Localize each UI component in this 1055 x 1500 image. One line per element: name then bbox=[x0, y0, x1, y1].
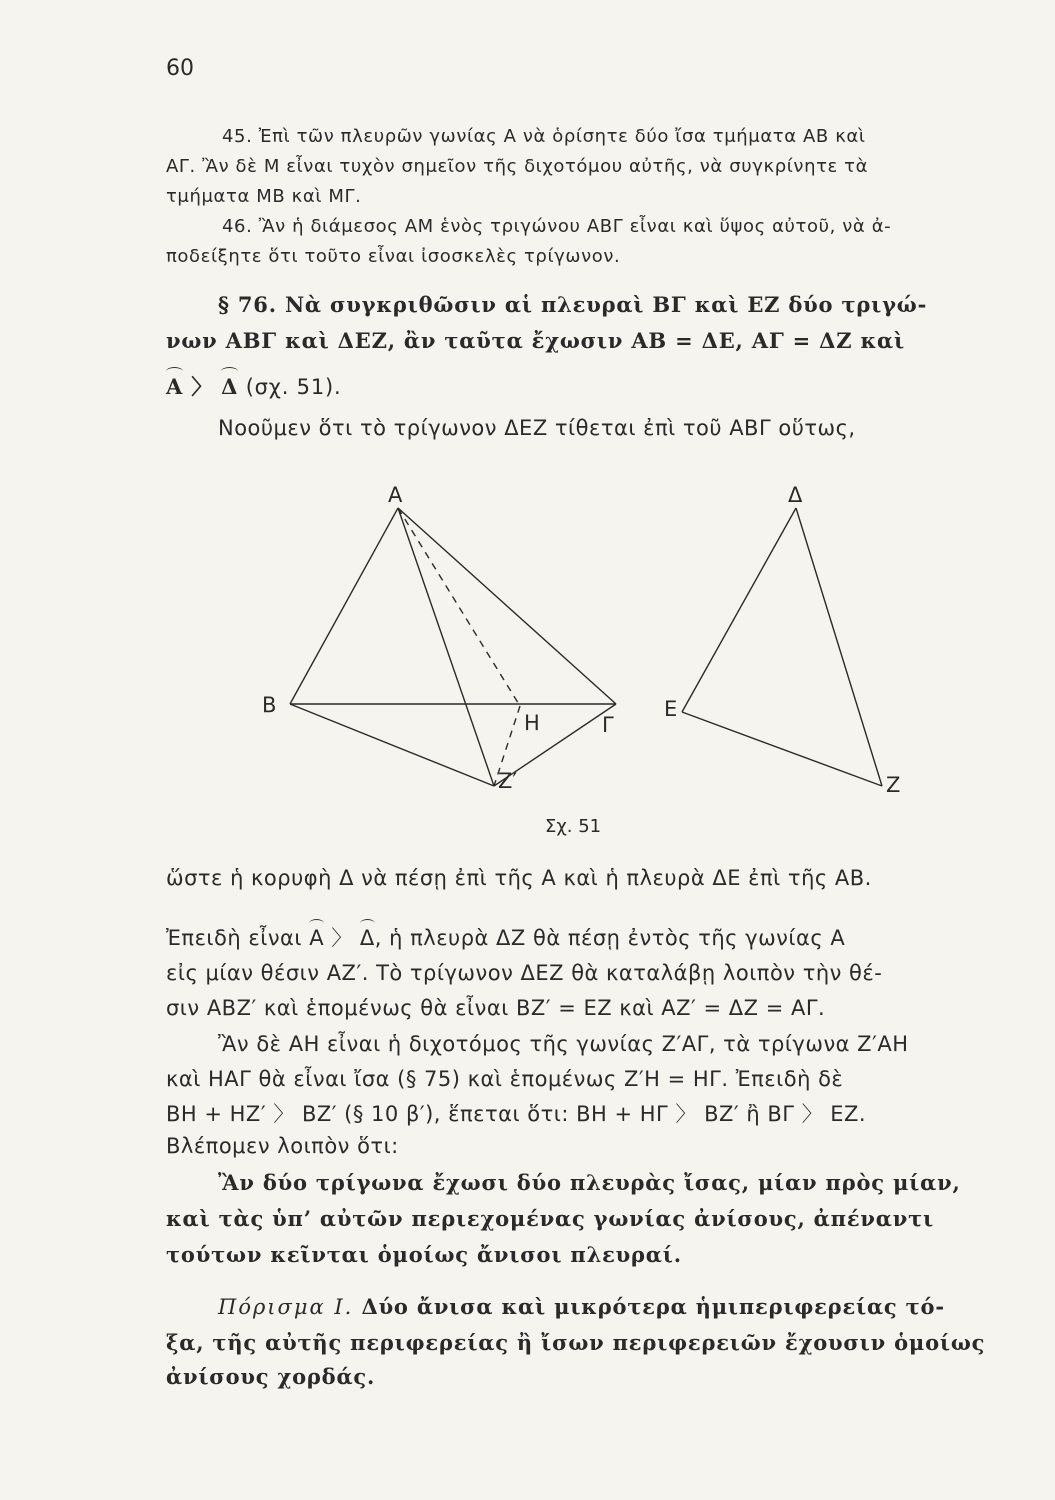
exercise-46-line-2: ποδείξητε ὅτι τοῦτο εἶναι ἰσοσκελὲς τρίγωνον. bbox=[166, 246, 621, 267]
body-paragraph-3-line-3: ΒΗ + ΗΖ′ 〉 ΒΖ′ (§ 10 β′), ἕπεται ὅτι: ΒΗ + ΗΓ 〉 ΒΖ′ ἢ ΒΓ 〉 ΕΖ. bbox=[166, 1102, 867, 1126]
corollary-label: Πόρισμα Ι. bbox=[218, 1295, 354, 1319]
angle-a-symbol: Α bbox=[309, 926, 325, 950]
greater-than-sign: 〉 bbox=[324, 926, 360, 950]
label-d: Δ bbox=[788, 483, 803, 507]
label-b: Β bbox=[262, 693, 277, 717]
body-paragraph-3-line-2: καὶ ΗΑΓ θὰ εἶναι ἴσα (§ 75) καὶ ἑπομένως Ζ′Η = ΗΓ. Ἐπειδὴ δὲ bbox=[166, 1067, 844, 1091]
exercise-45-line-2: ΑΓ. Ἂν δὲ Μ εἶναι τυχὸν σημεῖον τῆς διχοτόμου αὐτῆς, νὰ συγκρίνητε τὰ bbox=[166, 156, 869, 177]
segment-ag bbox=[398, 508, 616, 704]
label-a: Α bbox=[388, 483, 403, 507]
body-paragraph-2-line-3: σιν ΑΒΖ′ καὶ ἑπομένως θὰ εἶναι ΒΖ′ = ΕΖ καὶ ΑΖ′ = ΔΖ = ΑΓ. bbox=[166, 996, 826, 1020]
exercise-45-line-3: τμήματα ΜΒ καὶ ΜΓ. bbox=[166, 186, 362, 207]
bisector-ah bbox=[398, 508, 520, 706]
corollary-text: Δύο ἄνισα καὶ μικρότερα ἡμιπεριφερείας τό- bbox=[353, 1294, 945, 1319]
label-z: Ζ bbox=[886, 773, 901, 797]
angle-a-symbol: Α bbox=[166, 374, 184, 399]
segment-az-prime bbox=[398, 508, 494, 786]
label-z-prime: Ζ′ bbox=[498, 769, 518, 793]
angle-d-symbol: Δ bbox=[359, 926, 375, 950]
angle-d-symbol: Δ bbox=[221, 374, 239, 399]
segment-de bbox=[682, 508, 796, 712]
body-paragraph-1: ὥστε ἡ κορυφὴ Δ νὰ πέσῃ ἐπὶ τῆς Α καὶ ἡ πλευρὰ ΔΕ ἐπὶ τῆς ΑΒ. bbox=[166, 866, 872, 890]
theorem-line-2: καὶ τὰς ὑπ’ αὐτῶν περιεχομένας γωνίας ἀνίσους, ἀπέναντι bbox=[166, 1206, 934, 1231]
corollary-line-3: ἀνίσους χορδάς. bbox=[166, 1364, 376, 1389]
p2-rest: , ἡ πλευρὰ ΔΖ θὰ πέσῃ ἐντὸς τῆς γωνίας Α bbox=[374, 926, 846, 950]
exercise-45-line-1: 45. Ἐπὶ τῶν πλευρῶν γωνίας Α νὰ ὁρίσητε δύο ἴσα τμήματα ΑΒ καὶ bbox=[222, 126, 866, 147]
p2-lead: Ἐπειδὴ εἶναι bbox=[166, 926, 310, 950]
section-heading-line-3 bbox=[166, 376, 341, 398]
section-heading-line-2: νων ΑΒΓ καὶ ΔΕΖ, ἂν ταῦτα ἔχωσιν ΑΒ = ΔΕ, ΑΓ = ΔΖ καὶ bbox=[166, 328, 905, 353]
theorem-line-3: τούτων κεῖνται ὁμοίως ἄνισοι πλευραί. bbox=[166, 1242, 682, 1267]
page-number: 60 bbox=[166, 56, 194, 81]
label-h: Η bbox=[524, 711, 540, 735]
figure-caption: Σχ. 51 bbox=[545, 816, 602, 837]
exercise-46-line-1: 46. Ἂν ἡ διάμεσος ΑΜ ἑνὸς τριγώνου ΑΒΓ εἶναι καὶ ὕψος αὐτοῦ, νὰ ἀ- bbox=[222, 216, 892, 237]
section-intro: Νοοῦμεν ὅτι τὸ τρίγωνον ΔΕΖ τίθεται ἐπὶ τοῦ ΑΒΓ οὕτως, bbox=[218, 416, 856, 440]
label-g: Γ bbox=[602, 713, 614, 737]
figure-reference: (σχ. 51). bbox=[238, 375, 342, 399]
segment-bz-prime bbox=[290, 704, 494, 786]
body-paragraph-2-line-1 bbox=[166, 928, 845, 949]
label-e: Ε bbox=[664, 697, 678, 721]
corollary-line-2: ξα, τῆς αὐτῆς περιφερείας ἢ ἴσων περιφερειῶν ἔχουσιν ὁμοίως bbox=[166, 1330, 986, 1355]
segment-ab bbox=[290, 508, 398, 704]
segment-dz bbox=[796, 508, 882, 786]
body-paragraph-3-line-4: Βλέπομεν λοιπὸν ὅτι: bbox=[166, 1134, 399, 1158]
section-heading-line-1: § 76. Νὰ συγκριθῶσιν αἱ πλευραὶ ΒΓ καὶ ΕΖ δύο τριγώ- bbox=[218, 292, 928, 317]
body-paragraph-2-line-2: εἰς μίαν θέσιν ΑΖ′. Τὸ τρίγωνον ΔΕΖ θὰ καταλάβῃ λοιπὸν τὴν θέ- bbox=[166, 961, 883, 985]
corollary-line-1 bbox=[218, 1296, 945, 1318]
theorem-line-1: Ἂν δύο τρίγωνα ἔχωσι δύο πλευρὰς ἴσας, μίαν πρὸς μίαν, bbox=[218, 1170, 961, 1195]
segment-ez bbox=[682, 712, 882, 786]
body-paragraph-3-line-1: Ἂν δὲ ΑΗ εἶναι ἡ διχοτόμος τῆς γωνίας Ζ′ΑΓ, τὰ τρίγωνα Ζ′ΑΗ bbox=[218, 1032, 909, 1056]
greater-than-sign: 〉 bbox=[183, 374, 222, 399]
figure-51 bbox=[250, 480, 910, 840]
